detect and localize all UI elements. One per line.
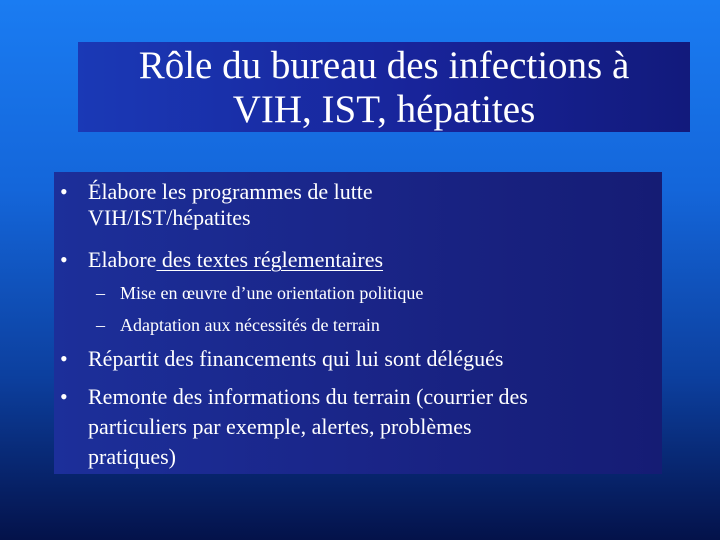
- bullet-4-line-3: pratiques): [88, 444, 176, 469]
- subbullet-dash: –: [96, 283, 105, 303]
- slide-title-line-1: Rôle du bureau des infections à: [138, 44, 630, 87]
- slide-title-line-2: VIH, IST, hépatites: [232, 88, 536, 131]
- bullet-symbol: •: [60, 384, 68, 409]
- bullet-symbol: •: [60, 346, 68, 371]
- bullet-1-line-1: Élabore les programmes de lutte: [88, 179, 373, 204]
- bullet-list: [54, 172, 662, 474]
- bullet-4-line-1: Remonte des informations du terrain (courrier des: [88, 384, 528, 409]
- subbullet-2-text: Adaptation aux nécessités de terrain: [120, 315, 380, 335]
- subbullet-dash: –: [96, 315, 105, 335]
- bullet-2-line-1: [88, 248, 383, 272]
- bullet-3-line-1: Répartit des financements qui lui sont délégués: [88, 346, 504, 371]
- slide-title: [78, 42, 690, 132]
- bullet-2-prefix: Elabore: [88, 247, 157, 272]
- subbullet-1-text: Mise en œuvre d’une orientation politique: [120, 283, 424, 303]
- bullet-2-underlined-text: des textes réglementaires: [156, 247, 384, 272]
- bullet-1-line-2: VIH/IST/hépatites: [88, 205, 251, 230]
- bullet-symbol: •: [60, 247, 68, 272]
- bullet-4-line-2: particuliers par exemple, alertes, problèmes: [88, 414, 472, 439]
- bullet-symbol: •: [60, 179, 68, 204]
